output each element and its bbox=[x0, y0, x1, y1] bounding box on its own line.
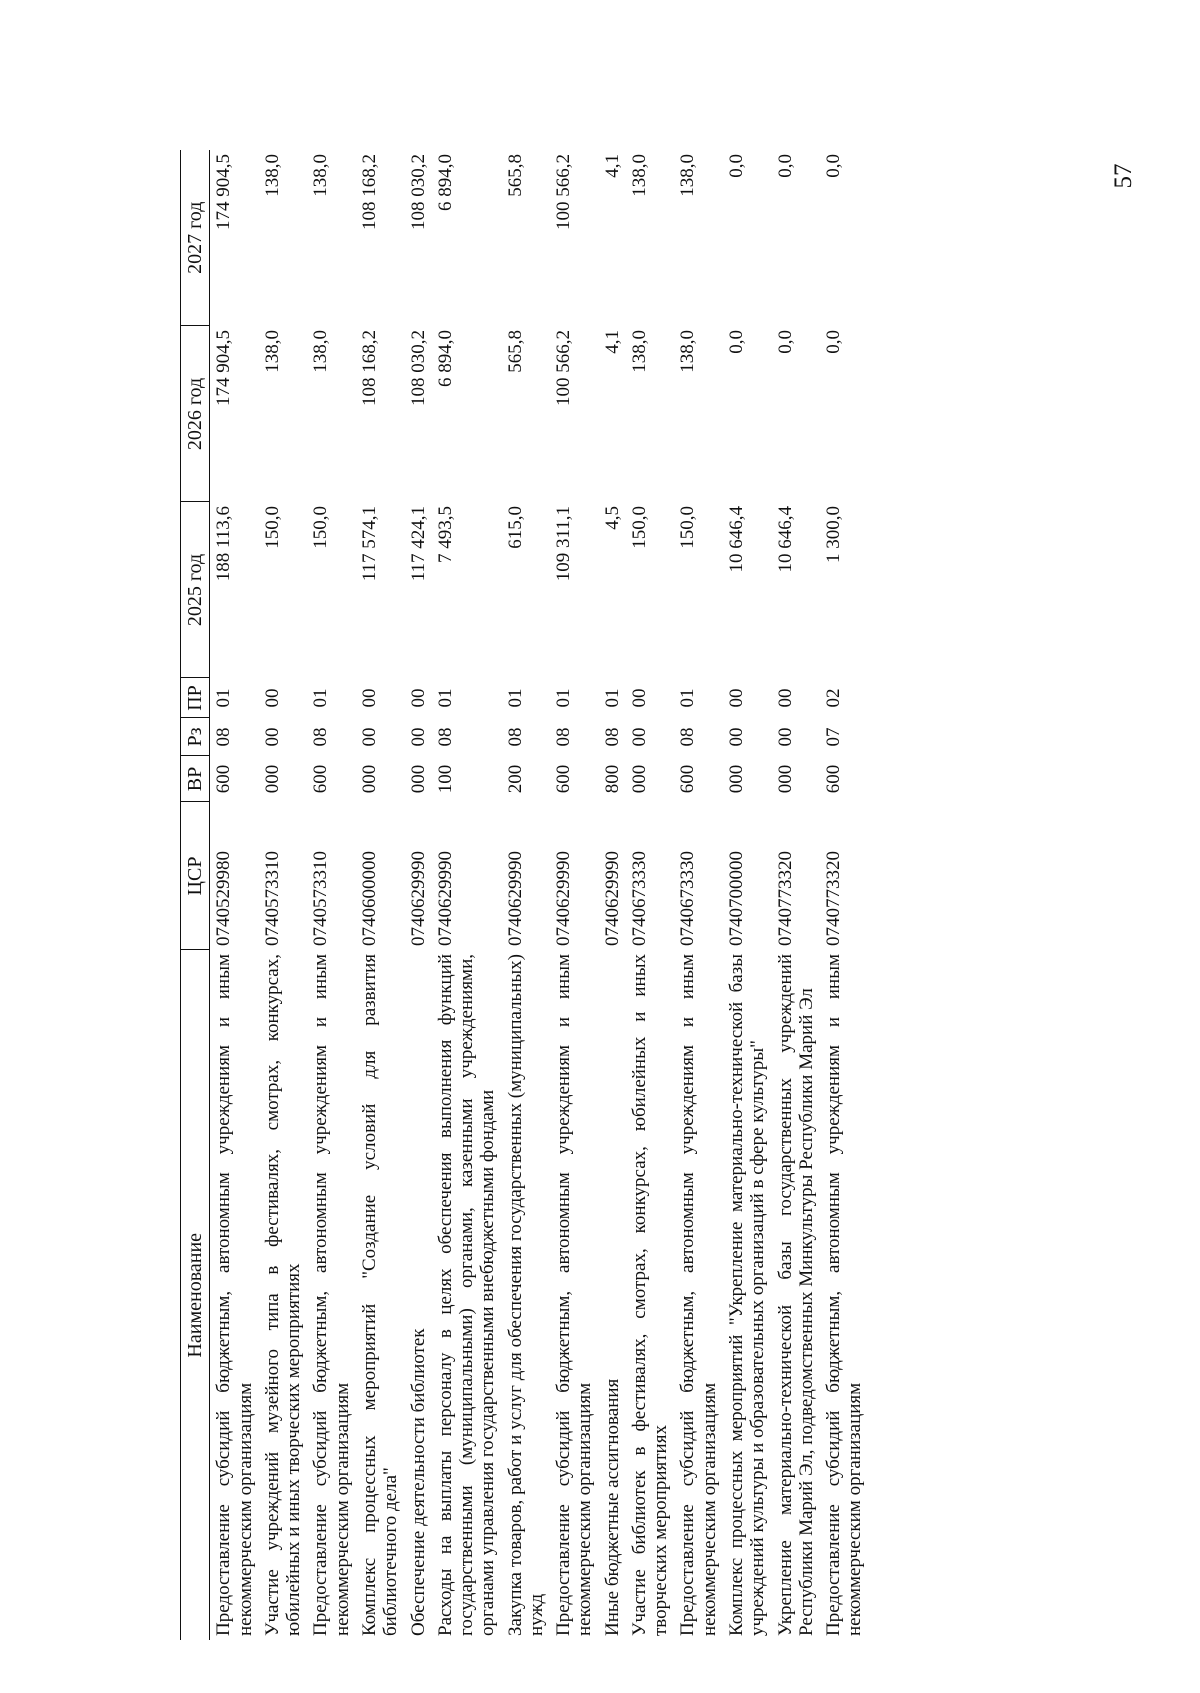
cell-2027: 0,0 bbox=[774, 154, 796, 178]
cell-vr: 000 bbox=[407, 764, 429, 794]
cell-pr: 01 bbox=[504, 688, 526, 708]
cell-vr: 600 bbox=[553, 764, 575, 794]
cell-pr: 00 bbox=[407, 688, 429, 708]
cell-rz: 08 bbox=[213, 727, 235, 747]
cell-pr: 00 bbox=[628, 688, 650, 708]
cell-2026: 108 030,2 bbox=[407, 330, 429, 406]
page-number: 57 bbox=[1110, 163, 1137, 189]
cell-2027: 174 904,5 bbox=[213, 154, 235, 230]
table-row bbox=[356, 150, 405, 1640]
table-body bbox=[210, 150, 869, 1640]
cell-2027: 6 894,0 bbox=[434, 154, 456, 211]
cell-csr: 0740600000 bbox=[358, 851, 380, 946]
table-row bbox=[432, 150, 502, 1640]
cell-pr: 01 bbox=[677, 688, 699, 708]
cell-2025: 117 424,1 bbox=[407, 506, 429, 582]
cell-2026: 138,0 bbox=[310, 330, 332, 373]
table-row bbox=[502, 150, 551, 1640]
table-row bbox=[626, 150, 675, 1640]
cell-2025: 150,0 bbox=[310, 506, 332, 549]
cell-name: Укрепление материально-технической базы государственных учреждений Республики Марий Эл, подведомственных Минкультуры Республики Марий Эл bbox=[774, 954, 817, 1636]
table-row bbox=[599, 150, 626, 1640]
cell-name: Предоставление субсидий бюджетным, автономным учреждениям и иным некоммерческим организациям bbox=[553, 954, 596, 1636]
cell-name: Комплекс процессных мероприятий "Создание условий для развития библиотечного дела" bbox=[358, 954, 402, 1636]
cell-2026: 0,0 bbox=[823, 330, 845, 354]
cell-2027: 108 030,2 bbox=[407, 154, 429, 230]
table-row bbox=[210, 150, 259, 1640]
cell-name: Предоставление субсидий бюджетным, автономным учреждениям и иным некоммерческим организациям bbox=[310, 954, 353, 1636]
cell-2025: 117 574,1 bbox=[358, 506, 380, 582]
cell-rz: 00 bbox=[628, 727, 650, 747]
cell-vr: 600 bbox=[310, 764, 332, 794]
cell-rz: 08 bbox=[601, 727, 623, 747]
table-row bbox=[307, 150, 356, 1640]
cell-2027: 565,8 bbox=[504, 154, 526, 197]
table-row bbox=[259, 150, 308, 1640]
cell-csr: 0740773320 bbox=[774, 851, 796, 946]
header-name: Наименование bbox=[181, 950, 210, 1640]
header-2026: 2026 год bbox=[181, 326, 210, 502]
cell-name: Закупка товаров, работ и услуг для обеспечения государственных (муниципальных) нужд bbox=[504, 954, 547, 1636]
header-rz: Рз bbox=[181, 718, 210, 756]
table-row bbox=[405, 150, 432, 1640]
cell-csr: 0740629990 bbox=[434, 851, 456, 946]
table-header bbox=[181, 150, 210, 1640]
cell-rz: 00 bbox=[358, 727, 380, 747]
cell-vr: 000 bbox=[358, 764, 380, 794]
cell-2025: 1 300,0 bbox=[823, 506, 845, 563]
cell-csr: 0740629990 bbox=[407, 851, 429, 946]
cell-name: Иные бюджетные ассигнования bbox=[601, 1378, 623, 1636]
cell-vr: 600 bbox=[823, 764, 845, 794]
header-pr: ПР bbox=[181, 678, 210, 718]
cell-pr: 02 bbox=[823, 688, 845, 708]
cell-2027: 138,0 bbox=[261, 154, 283, 197]
header-2027: 2027 год bbox=[181, 150, 210, 326]
cell-rz: 08 bbox=[434, 727, 456, 747]
cell-2026: 565,8 bbox=[504, 330, 526, 373]
cell-pr: 01 bbox=[213, 688, 235, 708]
cell-2025: 109 311,1 bbox=[553, 506, 575, 582]
cell-2025: 188 113,6 bbox=[213, 506, 235, 582]
cell-2025: 10 646,4 bbox=[774, 506, 796, 573]
cell-2027: 0,0 bbox=[823, 154, 845, 178]
table-row bbox=[820, 150, 869, 1640]
cell-rz: 00 bbox=[774, 727, 796, 747]
cell-2026: 100 566,2 bbox=[553, 330, 575, 406]
cell-rz: 00 bbox=[261, 727, 283, 747]
cell-2025: 10 646,4 bbox=[725, 506, 747, 573]
cell-csr: 0740629990 bbox=[601, 851, 623, 946]
table-row bbox=[550, 150, 599, 1640]
cell-csr: 0740529980 bbox=[213, 851, 235, 946]
cell-2025: 150,0 bbox=[677, 506, 699, 549]
header-2025: 2025 год bbox=[181, 502, 210, 678]
header-row bbox=[181, 150, 210, 1640]
cell-2027: 100 566,2 bbox=[553, 154, 575, 230]
cell-vr: 200 bbox=[504, 764, 526, 794]
cell-csr: 0740629990 bbox=[504, 851, 526, 946]
cell-csr: 0740700000 bbox=[725, 851, 747, 946]
budget-table-container bbox=[180, 150, 1060, 1640]
table-row bbox=[772, 150, 821, 1640]
cell-2025: 615,0 bbox=[504, 506, 526, 549]
cell-2025: 4,5 bbox=[601, 506, 623, 530]
cell-2026: 108 168,2 bbox=[358, 330, 380, 406]
cell-name: Предоставление субсидий бюджетным, автономным учреждениям и иным некоммерческим организациям bbox=[823, 954, 866, 1636]
cell-csr: 0740573310 bbox=[261, 851, 283, 946]
cell-pr: 01 bbox=[310, 688, 332, 708]
cell-rz: 00 bbox=[725, 727, 747, 747]
cell-rz: 07 bbox=[823, 727, 845, 747]
cell-csr: 0740629990 bbox=[553, 851, 575, 946]
header-csr: ЦСР bbox=[181, 802, 210, 950]
cell-vr: 600 bbox=[213, 764, 235, 794]
cell-pr: 01 bbox=[601, 688, 623, 708]
cell-vr: 000 bbox=[261, 764, 283, 794]
cell-csr: 0740673330 bbox=[677, 851, 699, 946]
cell-2025: 150,0 bbox=[628, 506, 650, 549]
header-vr: ВР bbox=[181, 756, 210, 802]
cell-2027: 4,1 bbox=[601, 154, 623, 178]
cell-rz: 00 bbox=[407, 727, 429, 747]
cell-2027: 138,0 bbox=[628, 154, 650, 197]
cell-2026: 138,0 bbox=[628, 330, 650, 373]
cell-2027: 138,0 bbox=[677, 154, 699, 197]
cell-rz: 08 bbox=[504, 727, 526, 747]
cell-2027: 108 168,2 bbox=[358, 154, 380, 230]
cell-rz: 08 bbox=[310, 727, 332, 747]
cell-pr: 00 bbox=[358, 688, 380, 708]
cell-csr: 0740573310 bbox=[310, 851, 332, 946]
cell-2027: 138,0 bbox=[310, 154, 332, 197]
cell-name: Участие учреждений музейного типа в фестивалях, смотрах, конкурсах, юбилейных и иных творческих мероприятиях bbox=[261, 954, 305, 1636]
cell-vr: 000 bbox=[628, 764, 650, 794]
cell-2026: 0,0 bbox=[725, 330, 747, 354]
cell-vr: 100 bbox=[434, 764, 456, 794]
cell-name: Обеспечение деятельности библиотек bbox=[407, 1328, 429, 1636]
cell-pr: 01 bbox=[553, 688, 575, 708]
cell-pr: 00 bbox=[261, 688, 283, 708]
cell-csr: 0740773320 bbox=[823, 851, 845, 946]
cell-2025: 150,0 bbox=[261, 506, 283, 549]
cell-pr: 01 bbox=[434, 688, 456, 708]
table-row bbox=[674, 150, 723, 1640]
cell-pr: 00 bbox=[774, 688, 796, 708]
cell-vr: 000 bbox=[725, 764, 747, 794]
cell-name: Предоставление субсидий бюджетным, автономным учреждениям и иным некоммерческим организациям bbox=[677, 954, 720, 1636]
budget-table bbox=[180, 150, 869, 1640]
cell-name: Участие библиотек в фестивалях, смотрах, конкурсах, юбилейных и иных творческих мероприятиях bbox=[628, 954, 672, 1636]
cell-2026: 138,0 bbox=[677, 330, 699, 373]
cell-rz: 08 bbox=[677, 727, 699, 747]
cell-pr: 00 bbox=[725, 688, 747, 708]
cell-csr: 0740673330 bbox=[628, 851, 650, 946]
cell-name: Расходы на выплаты персоналу в целях обеспечения выполнения функций государственными (муниципальными) органами, казенными учреждениями, органами управления государственными внебюджетными фондами bbox=[434, 954, 499, 1636]
cell-2025: 7 493,5 bbox=[434, 506, 456, 563]
cell-vr: 800 bbox=[601, 764, 623, 794]
cell-vr: 600 bbox=[677, 764, 699, 794]
cell-2027: 0,0 bbox=[725, 154, 747, 178]
cell-name: Предоставление субсидий бюджетным, автономным учреждениям и иным некоммерческим организациям bbox=[213, 954, 256, 1636]
cell-name: Комплекс процессных мероприятий "Укрепление материально-технической базы учреждений культуры и образовательных организаций в сфере культуры" bbox=[725, 954, 769, 1636]
cell-2026: 138,0 bbox=[261, 330, 283, 373]
table-row bbox=[723, 150, 772, 1640]
cell-vr: 000 bbox=[774, 764, 796, 794]
cell-rz: 08 bbox=[553, 727, 575, 747]
cell-2026: 6 894,0 bbox=[434, 330, 456, 387]
cell-2026: 174 904,5 bbox=[213, 330, 235, 406]
cell-2026: 4,1 bbox=[601, 330, 623, 354]
cell-2026: 0,0 bbox=[774, 330, 796, 354]
